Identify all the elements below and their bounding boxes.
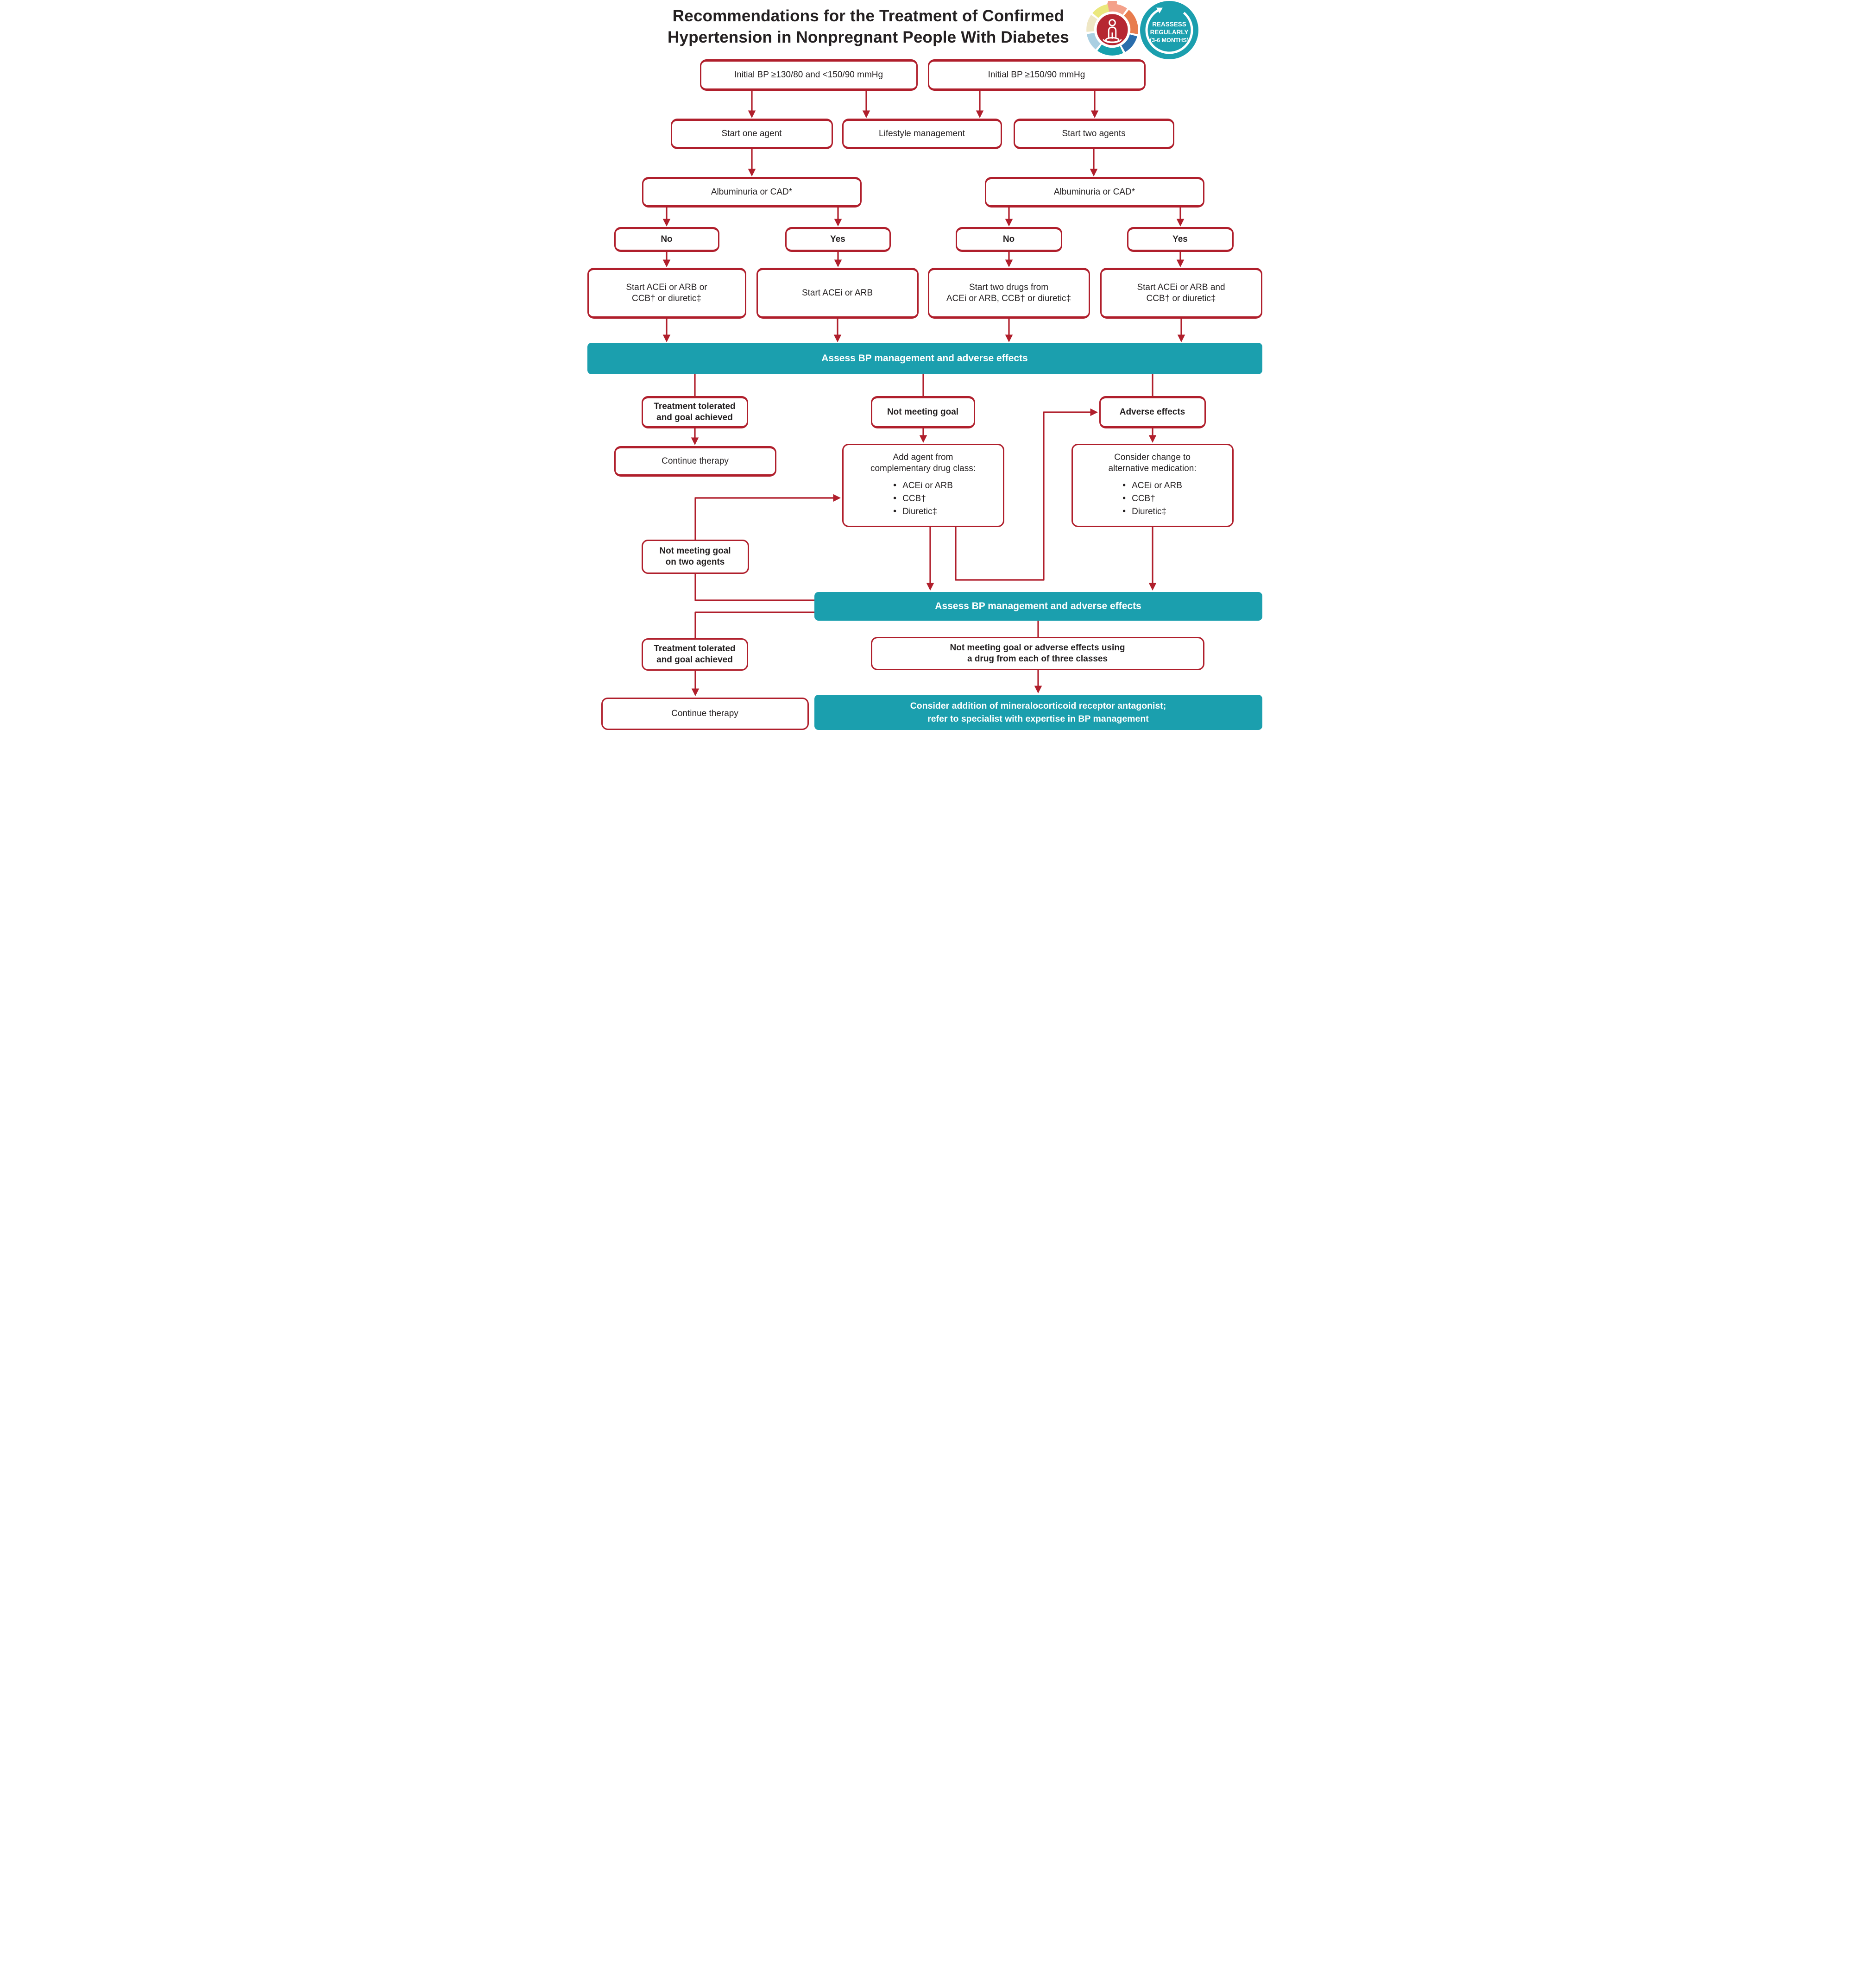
page-title-line1: Recommendations for the Treatment of Confirmed [672, 7, 1065, 25]
badge-line3: (3-6 MONTHS) [1149, 37, 1189, 44]
box-line2: on two agents [665, 557, 725, 567]
flowchart-canvas [585, 0, 1268, 733]
box-label: No [661, 234, 673, 245]
box-label: No [1002, 234, 1015, 245]
bullet-item: • Diuretic‡ [893, 506, 953, 517]
box-treatment-tolerated-1 [642, 396, 748, 428]
cycle-arrows-icon [1084, 1, 1141, 58]
box-label: Continue therapy [662, 456, 729, 466]
box-start-acei-arb-and-ccb [1100, 268, 1262, 319]
box-title-line2: alternative medication: [1108, 464, 1197, 474]
box-initial-bp-moderate [700, 59, 918, 91]
box-not-meeting-three-classes [871, 637, 1204, 670]
box-title-line1: Consider change to [1114, 453, 1191, 463]
box-start-acei-arb [756, 268, 919, 319]
box-line1: Treatment tolerated [654, 644, 736, 654]
box-line2: and goal achieved [656, 413, 733, 422]
box-label: Not meeting goal [887, 407, 959, 417]
box-line1: Start two drugs from [969, 283, 1049, 293]
bar-final-recommendation [814, 695, 1262, 730]
bar-line2: refer to specialist with expertise in BP management [927, 714, 1149, 724]
box-line1: Not meeting goal [659, 546, 731, 556]
box-add-agent [842, 444, 1004, 527]
box-initial-bp-high [928, 59, 1146, 91]
box-lifestyle-management [842, 119, 1002, 149]
bullet-item: • CCB† [893, 493, 953, 504]
badge-line1: REASSESS [1152, 21, 1186, 28]
reassess-badge [1139, 0, 1199, 60]
connector-notmeetingtwo-addagent [695, 498, 838, 540]
bar-label: Assess BP management and adverse effects [935, 600, 1141, 611]
box-no-left [614, 227, 719, 252]
box-label: Initial BP ≥150/90 mmHg [988, 70, 1085, 80]
box-continue-therapy-1 [614, 446, 776, 477]
box-start-two-agents [1014, 119, 1174, 149]
box-label: Start ACEi or ARB [801, 288, 873, 298]
bullet-item: • ACEi or ARB [1122, 480, 1182, 491]
bullet-item: • CCB† [1122, 493, 1182, 504]
box-line2: and goal achieved [656, 655, 733, 665]
box-label: Continue therapy [671, 709, 738, 719]
box-title-line2: complementary drug class: [870, 464, 976, 474]
box-treatment-tolerated-2 [642, 638, 748, 671]
connector-bar2-tolerated2 [695, 612, 817, 639]
box-yes-right [1127, 227, 1234, 252]
badge-line2: REGULARLY [1150, 29, 1188, 36]
bar-label: Assess BP management and adverse effects [821, 352, 1028, 364]
box-line2: ACEi or ARB, CCB† or diuretic‡ [946, 294, 1071, 303]
bar-assess-1 [587, 343, 1262, 374]
box-label: Start two agents [1062, 129, 1126, 139]
box-adverse-effects [1099, 396, 1206, 428]
box-albuminuria-left [642, 177, 862, 208]
box-albuminuria-right [985, 177, 1204, 208]
box-start-two-drugs [928, 268, 1090, 319]
box-start-acei-arb-ccb-diuretic [587, 268, 746, 319]
box-label: Yes [830, 234, 845, 245]
box-line1: Treatment tolerated [654, 402, 736, 412]
box-line1: Not meeting goal or adverse effects using [950, 643, 1125, 653]
box-line2: CCB† or diuretic‡ [632, 294, 701, 303]
box-label: Albuminuria or CAD* [1053, 187, 1135, 197]
box-yes-left [785, 227, 891, 252]
box-label: Start one agent [721, 129, 782, 139]
box-line2: CCB† or diuretic‡ [1146, 294, 1216, 303]
box-consider-change [1071, 444, 1234, 527]
bar-line1: Consider addition of mineralocorticoid receptor antagonist; [910, 700, 1166, 711]
bar-assess-2 [814, 592, 1262, 621]
bullet-item: • ACEi or ARB [893, 480, 953, 491]
box-no-right [956, 227, 1062, 252]
box-line1: Start ACEi or ARB or [626, 283, 707, 293]
box-line2: a drug from each of three classes [967, 654, 1108, 664]
box-label: Lifestyle management [879, 129, 965, 139]
box-line1: Start ACEi or ARB and [1137, 283, 1225, 293]
consider-change-bullets [1122, 478, 1182, 519]
box-label: Yes [1172, 234, 1188, 245]
add-agent-bullets [893, 478, 953, 519]
page-title-line2: Hypertension in Nonpregnant People With Diabetes [668, 28, 1069, 46]
box-continue-therapy-2 [601, 698, 809, 730]
box-title-line1: Add agent from [893, 453, 953, 463]
connector-notmeetingtwo-bar2 [695, 573, 817, 600]
box-label: Adverse effects [1119, 407, 1185, 417]
box-not-meeting-two-agents [642, 540, 749, 574]
box-label: Albuminuria or CAD* [711, 187, 793, 197]
box-label: Initial BP ≥130/80 and <150/90 mmHg [734, 70, 883, 80]
bullet-item: • Diuretic‡ [1122, 506, 1182, 517]
box-not-meeting-goal [871, 396, 975, 428]
box-start-one-agent [671, 119, 833, 149]
